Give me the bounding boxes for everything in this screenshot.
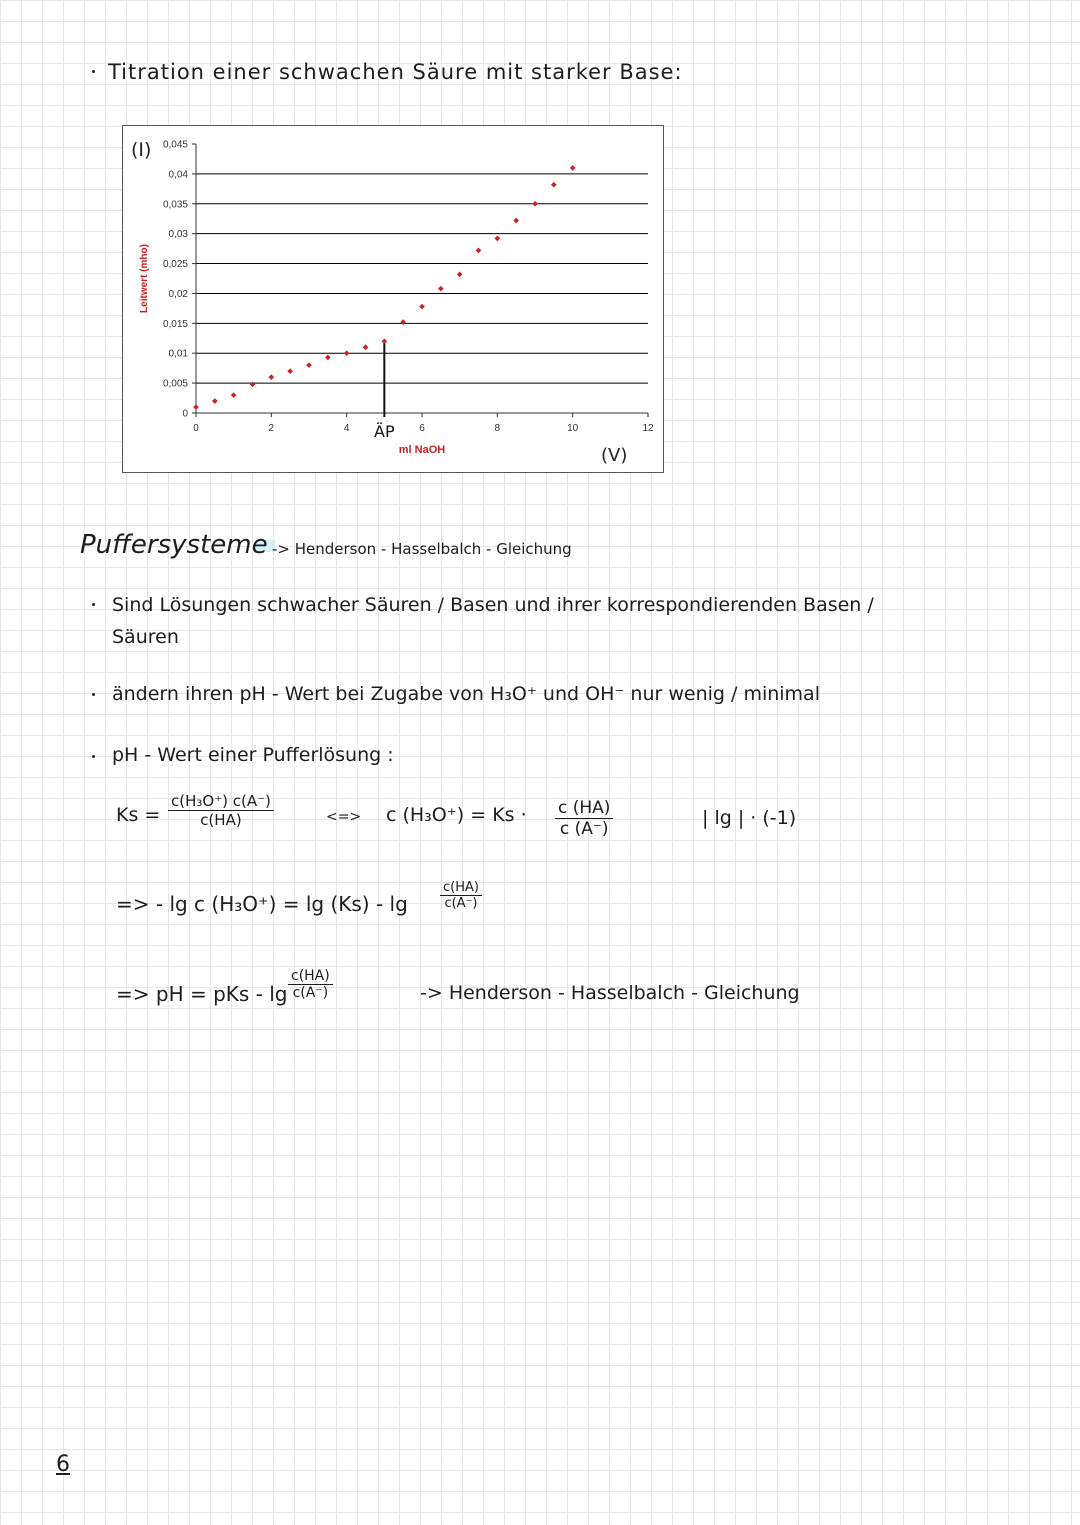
bullet-1 (92, 603, 95, 606)
data-point (438, 286, 444, 292)
data-point (513, 218, 519, 224)
eq1-denominator2: c (A⁻) (559, 819, 609, 839)
page-number: 6 (56, 1452, 70, 1477)
x-tick-label: 12 (642, 423, 654, 434)
eq3-lhs: => pH = pKs - lg (116, 982, 288, 1006)
y-tick-label: 0,03 (168, 229, 188, 241)
eq2-denominator: c(A⁻) (444, 896, 478, 911)
data-point (325, 355, 331, 361)
data-point (363, 344, 369, 350)
buffer-ph-heading: pH - Wert einer Pufferlösung : (112, 744, 394, 766)
chart-svg (123, 126, 663, 472)
eq2-fraction (440, 880, 482, 911)
buffer-definition-line1: Sind Lösungen schwacher Säuren / Basen und ihrer korrespondierenden Basen / (112, 594, 874, 616)
title-bullet (92, 70, 95, 73)
eq1-operation: | lg | · (-1) (702, 807, 797, 829)
annotation-top-left: (I) (131, 139, 152, 161)
equivalence-label: ÄP (374, 422, 395, 441)
data-point (570, 165, 576, 171)
data-point (495, 236, 501, 242)
y-tick-label: 0,015 (162, 318, 188, 330)
buffer-heading: Puffersysteme (80, 530, 268, 560)
x-tick-label: 2 (268, 423, 275, 434)
x-tick-label: 10 (567, 423, 579, 434)
eq1-equivalence: <=> (326, 809, 362, 825)
data-point (287, 368, 293, 374)
eq1-fraction (168, 792, 274, 829)
eq1-fraction2 (555, 798, 613, 839)
data-point (400, 319, 406, 325)
eq2-lhs: => - lg c (H₃O⁺) = lg (Ks) - lg (116, 892, 408, 916)
y-tick-label: 0,005 (162, 378, 188, 390)
buffer-definition-line2: Säuren (112, 626, 179, 648)
data-point (344, 350, 350, 356)
data-point (551, 182, 557, 188)
data-point (532, 201, 538, 207)
x-tick-label: 0 (193, 423, 199, 434)
eq2-numerator: c(HA) (440, 880, 482, 896)
y-tick-label: 0,02 (168, 288, 188, 300)
data-point (231, 392, 237, 398)
data-point (306, 362, 312, 368)
y-tick-label: 0,045 (162, 139, 188, 151)
page-title: Titration einer schwachen Säure mit starker Base: (108, 60, 683, 84)
bullet-2 (92, 693, 95, 696)
data-point (457, 271, 463, 277)
data-point (250, 381, 256, 387)
x-axis-label: ml NaOH (398, 444, 446, 456)
y-tick-label: 0,04 (168, 169, 188, 181)
data-point (212, 398, 218, 404)
eq3-numerator: c(HA) (288, 968, 333, 985)
eq3-fraction (288, 968, 333, 1001)
data-point (382, 338, 388, 344)
eq3-denominator: c(A⁻) (292, 985, 329, 1001)
data-point (269, 374, 275, 380)
eq1-numerator2: c (HA) (555, 798, 613, 819)
y-tick-label: 0,025 (162, 259, 188, 271)
y-tick-label: 0 (182, 408, 188, 420)
data-point (193, 404, 199, 410)
buffer-heading-arrow: -> Henderson - Hasselbalch - Gleichung (272, 540, 572, 558)
data-point (419, 304, 425, 310)
eq1-numerator: c(H₃O⁺) c(A⁻) (168, 792, 274, 811)
y-axis-label: Leitwert (mho) (139, 244, 150, 313)
titration-chart (122, 125, 664, 473)
eq1-denominator: c(HA) (200, 811, 242, 829)
bullet-3 (92, 755, 95, 758)
eq1-ks: Ks = (116, 804, 161, 826)
x-tick-label: 6 (419, 423, 425, 434)
annotation-bottom-right: (V) (601, 445, 628, 466)
y-tick-label: 0,035 (162, 199, 188, 211)
x-tick-label: 4 (343, 423, 350, 434)
buffer-property: ändern ihren pH - Wert bei Zugabe von H₃O⁺ und OH⁻ nur wenig / minimal (112, 683, 820, 705)
x-tick-label: 8 (494, 423, 501, 434)
eq1-middle: c (H₃O⁺) = Ks · (386, 804, 527, 826)
eq3-note: -> Henderson - Hasselbalch - Gleichung (420, 982, 800, 1004)
data-point (476, 248, 482, 254)
y-tick-label: 0,01 (168, 348, 188, 360)
